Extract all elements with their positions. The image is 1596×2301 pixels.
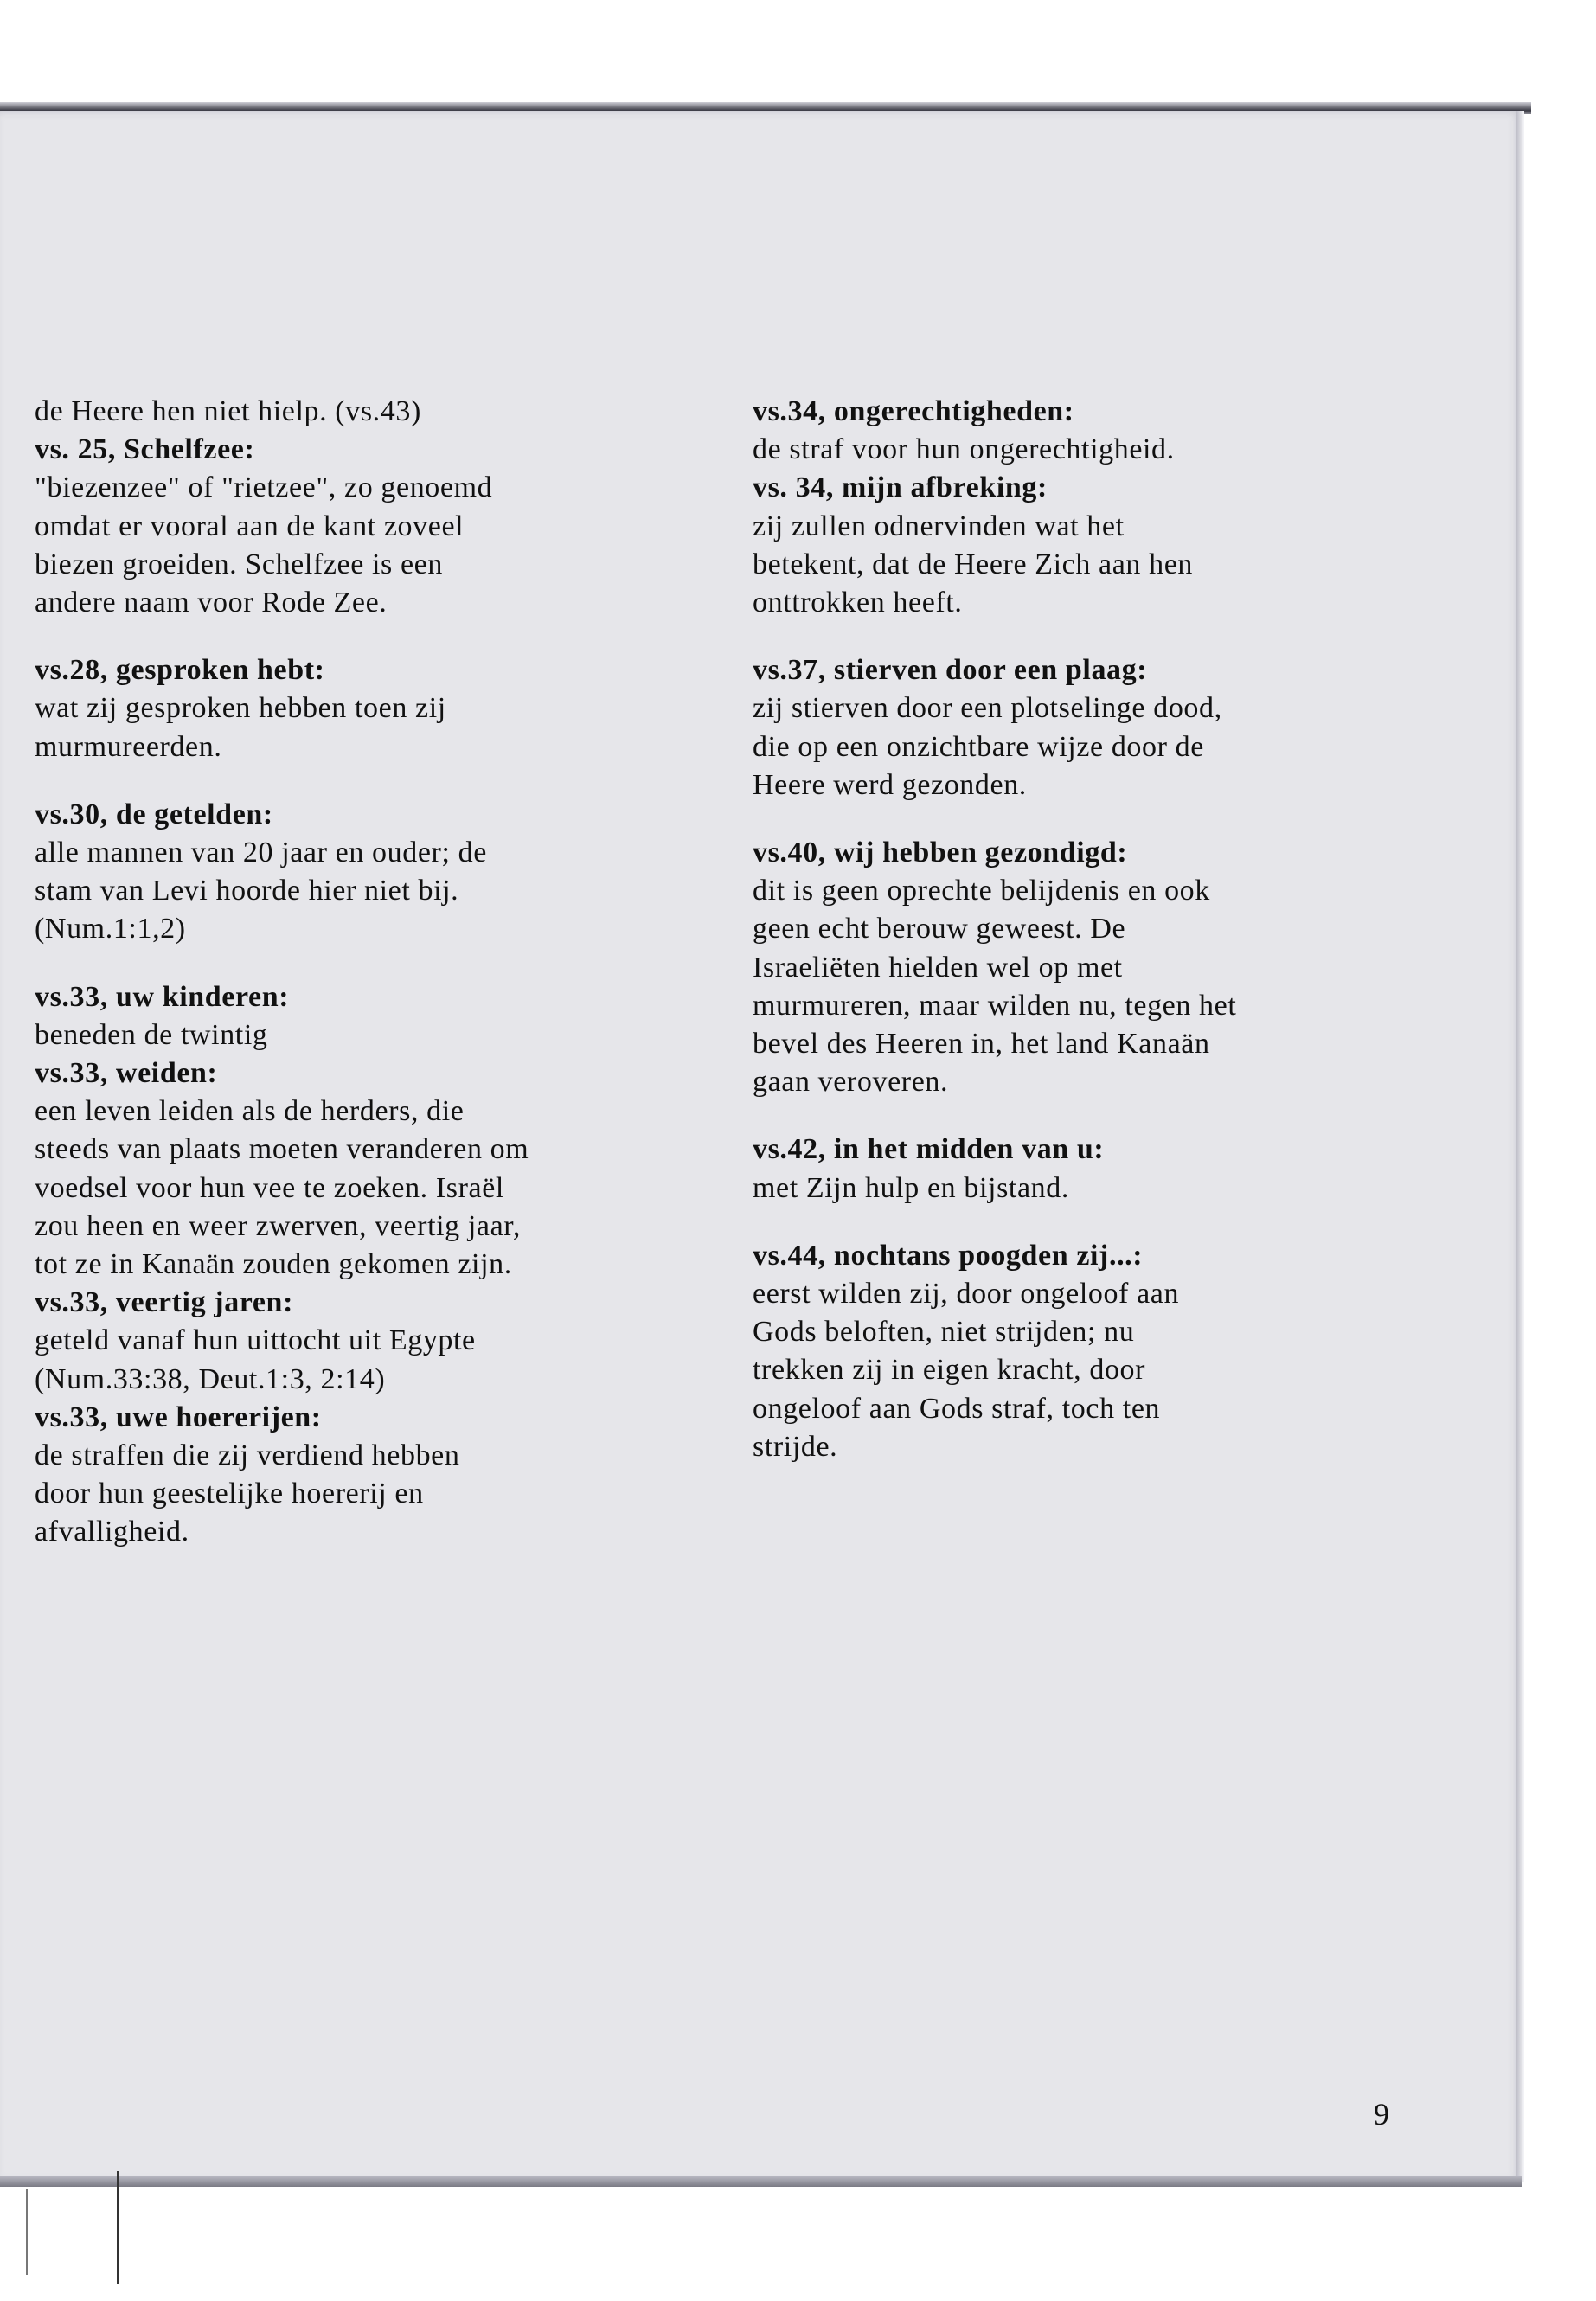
scanned-page [0,111,1522,2182]
text-line: stam van Levi hoorde hier niet bij. [35,875,459,907]
text-line: Heere werd gezonden. [753,768,1027,801]
text-line: strijde. [753,1430,838,1463]
text-line: onttrokken heeft. [753,586,963,619]
text-line: (Num.1:1,2) [35,913,186,945]
text-line: geteld vanaf hun uittocht uit Egypte [35,1324,476,1357]
left-text-column [35,393,709,1552]
verse-heading: vs.28, gesproken hebt: [35,654,325,687]
page-right-edge [1516,111,1524,2182]
text-line: door hun geestelijke hoererij en [35,1477,424,1510]
page-number: 9 [1374,2097,1389,2131]
text-line: zou heen en weer zwerven, veertig jaar, [35,1209,521,1242]
text-line: ongeloof aan Gods straf, toch ten [753,1392,1161,1425]
margin-mark [26,2189,28,2275]
text-line: biezen groeiden. Schelfzee is een [35,548,443,580]
margin-mark [117,2171,119,2284]
verse-heading: vs.33, weiden: [35,1057,218,1090]
text-line: omdat er vooral aan de kant zoveel [35,510,465,542]
text-line: afvalligheid. [35,1516,189,1548]
text-line: steeds van plaats moeten veranderen om [35,1133,529,1166]
verse-heading: vs.34, ongerechtigheden: [753,395,1074,427]
text-line: alle mannen van 20 jaar en ouder; de [35,836,487,869]
text-line: geen echt berouw geweest. De [753,913,1126,945]
verse-heading: vs.44, nochtans poogden zij...: [753,1239,1144,1272]
text-line: murmureerden. [35,730,222,763]
text-line: eerst wilden zij, door ongeloof aan [753,1278,1180,1311]
text-line: "biezenzee" of "rietzee", zo genoemd [35,471,493,504]
text-line: die op een onzichtbare wijze door de [753,730,1204,763]
text-line: dit is geen oprechte belijdenis en ook [753,875,1210,907]
text-line: beneden de twintig [35,1018,268,1051]
verse-heading: vs. 25, Schelfzee: [35,433,255,466]
paragraph-gap [753,1208,1427,1237]
text-line: murmureren, maar wilden nu, tegen het [753,989,1237,1022]
right-text-column [753,393,1427,1466]
paragraph-gap [753,1101,1427,1131]
verse-heading: vs.42, in het midden van u: [753,1133,1105,1166]
verse-heading: vs.33, uw kinderen: [35,980,290,1013]
text-line: gaan veroveren. [753,1066,949,1099]
text-line: een leven leiden als de herders, die [35,1095,465,1128]
text-line: Israeliëten hielden wel op met [753,951,1123,984]
text-line: Gods beloften, niet strijden; nu [753,1316,1135,1349]
text-line: met Zijn hulp en bijstand. [753,1171,1069,1204]
text-line: wat zij gesproken hebben toen zij [35,692,446,725]
text-line: bevel des Heeren in, het land Kanaän [753,1028,1210,1061]
paragraph-gap [35,949,709,978]
text-line: zij zullen odnervinden wat het [753,510,1125,542]
verse-heading: vs.40, wij hebben gezondigd: [753,836,1128,869]
paragraph-gap [753,622,1427,651]
paragraph-gap [35,766,709,796]
verse-heading: vs.33, veertig jaren: [35,1286,293,1319]
text-line: (Num.33:38, Deut.1:3, 2:14) [35,1362,386,1395]
text-line: de Heere hen niet hielp. (vs.43) [35,395,421,427]
text-line: betekent, dat de Heere Zich aan hen [753,548,1194,580]
text-line: zij stierven door een plotselinge dood, [753,692,1222,725]
text-line: voedsel voor hun vee te zoeken. Israël [35,1171,504,1204]
paragraph-gap [35,622,709,651]
text-line: tot ze in Kanaän zouden gekomen zijn. [35,1248,512,1281]
verse-heading: vs.33, uwe hoererijen: [35,1400,322,1433]
page-bottom-edge [0,2176,1522,2187]
verse-heading: vs. 34, mijn afbreking: [753,471,1048,504]
verse-heading: vs.37, stierven door een plaag: [753,654,1148,687]
text-line: andere naam voor Rode Zee. [35,586,388,619]
verse-heading: vs.30, de getelden: [35,798,273,830]
text-line: trekken zij in eigen kracht, door [753,1354,1146,1387]
text-line: de straf voor hun ongerechtigheid. [753,433,1175,466]
paragraph-gap [753,804,1427,834]
text-line: de straffen die zij verdiend hebben [35,1439,460,1472]
